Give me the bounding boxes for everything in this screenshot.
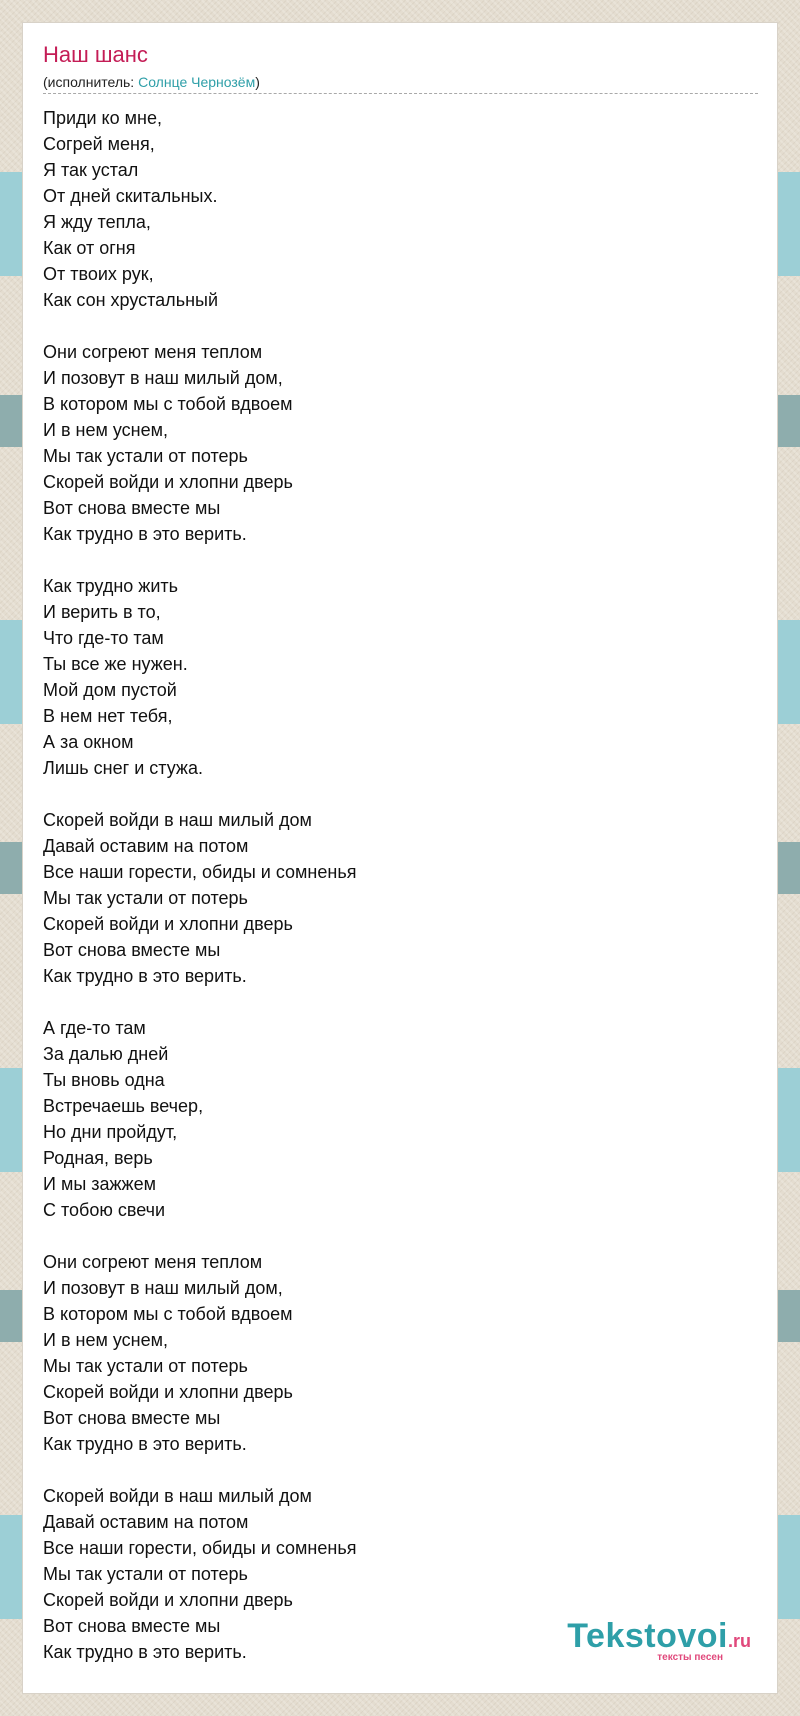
lyrics-line: Как трудно в это верить. (43, 524, 247, 544)
lyrics-card (22, 22, 778, 1694)
artist-suffix: ) (255, 74, 260, 90)
lyrics-line: С тобою свечи (43, 1200, 166, 1220)
lyrics-line: Приди ко мне, (43, 108, 162, 128)
lyrics-line: От дней скитальных. (43, 186, 218, 206)
lyrics-stanza (43, 339, 758, 547)
logo-name: Tekstovoi (567, 1617, 728, 1655)
lyrics-line: В нем нет тебя, (43, 706, 173, 726)
lyrics-line: Согрей меня, (43, 134, 155, 154)
lyrics-line: Давай оставим на потом (43, 1512, 249, 1532)
lyrics-line: Ты все же нужен. (43, 654, 188, 674)
artist-link[interactable]: Солнце Чернозём (138, 74, 256, 90)
lyrics-line: Родная, верь (43, 1148, 153, 1168)
lyrics-line: А за окном (43, 732, 134, 752)
lyrics-line: Давай оставим на потом (43, 836, 249, 856)
lyrics-line: От твоих рук, (43, 264, 154, 284)
lyrics-line: И позовут в наш милый дом, (43, 1278, 283, 1298)
lyrics-line: Вот снова вместе мы (43, 498, 221, 518)
logo-tagline: тексты песен (657, 1652, 723, 1663)
lyrics-line: Что где-то там (43, 628, 164, 648)
lyrics-line: Ты вновь одна (43, 1070, 165, 1090)
lyrics-line: Как трудно в это верить. (43, 1642, 247, 1662)
lyrics-line: А где-то там (43, 1018, 146, 1038)
lyrics-line: Скорей войди и хлопни дверь (43, 1382, 293, 1402)
lyrics-line: Скорей войди и хлопни дверь (43, 914, 293, 934)
lyrics-line: Скорей войди и хлопни дверь (43, 1590, 293, 1610)
lyrics-line: Мы так устали от потерь (43, 1564, 248, 1584)
lyrics-line: И мы зажжем (43, 1174, 156, 1194)
lyrics-line: Вот снова вместе мы (43, 1616, 221, 1636)
lyrics-line: Мы так устали от потерь (43, 888, 248, 908)
lyrics-line: Как сон хрустальный (43, 290, 218, 310)
lyrics-stanza (43, 807, 758, 989)
lyrics-line: И в нем уснем, (43, 1330, 168, 1350)
logo-tld: .ru (727, 1631, 751, 1651)
lyrics-line: В котором мы с тобой вдвоем (43, 394, 293, 414)
lyrics-line: Я так устал (43, 160, 139, 180)
lyrics-stanza (43, 1249, 758, 1457)
lyrics-line: Скорей войди и хлопни дверь (43, 472, 293, 492)
lyrics-line: Они согреют меня теплом (43, 342, 263, 362)
lyrics-line: Скорей войди в наш милый дом (43, 1486, 312, 1506)
song-title: Наш шанс (43, 42, 148, 67)
lyrics-line: Встречаешь вечер, (43, 1096, 204, 1116)
lyrics-text (43, 105, 758, 1691)
site-logo[interactable] (567, 1617, 751, 1663)
lyrics-line: Но дни пройдут, (43, 1122, 178, 1142)
lyrics-stanza (43, 573, 758, 781)
lyrics-line: Они согреют меня теплом (43, 1252, 263, 1272)
lyrics-line: Как трудно в это верить. (43, 1434, 247, 1454)
lyrics-stanza (43, 105, 758, 313)
lyrics-line: И в нем уснем, (43, 420, 168, 440)
artist-byline (43, 73, 758, 94)
lyrics-line: Все наши горести, обиды и сомненья (43, 862, 357, 882)
artist-prefix: (исполнитель: (43, 74, 139, 90)
lyrics-line: Лишь снег и стужа. (43, 758, 203, 778)
lyrics-line: Вот снова вместе мы (43, 940, 221, 960)
lyrics-line: Все наши горести, обиды и сомненья (43, 1538, 357, 1558)
lyrics-line: Мы так устали от потерь (43, 446, 248, 466)
lyrics-line: Как трудно жить (43, 576, 178, 596)
lyrics-line: Мой дом пустой (43, 680, 177, 700)
lyrics-line: Я жду тепла, (43, 212, 151, 232)
lyrics-line: Как от огня (43, 238, 136, 258)
lyrics-line: Вот снова вместе мы (43, 1408, 221, 1428)
lyrics-line: За далью дней (43, 1044, 169, 1064)
lyrics-line: Как трудно в это верить. (43, 966, 247, 986)
lyrics-line: Мы так устали от потерь (43, 1356, 248, 1376)
lyrics-stanza (43, 1015, 758, 1223)
lyrics-line: Скорей войди в наш милый дом (43, 810, 312, 830)
lyrics-line: И позовут в наш милый дом, (43, 368, 283, 388)
lyrics-line: В котором мы с тобой вдвоем (43, 1304, 293, 1324)
lyrics-line: И верить в то, (43, 602, 161, 622)
